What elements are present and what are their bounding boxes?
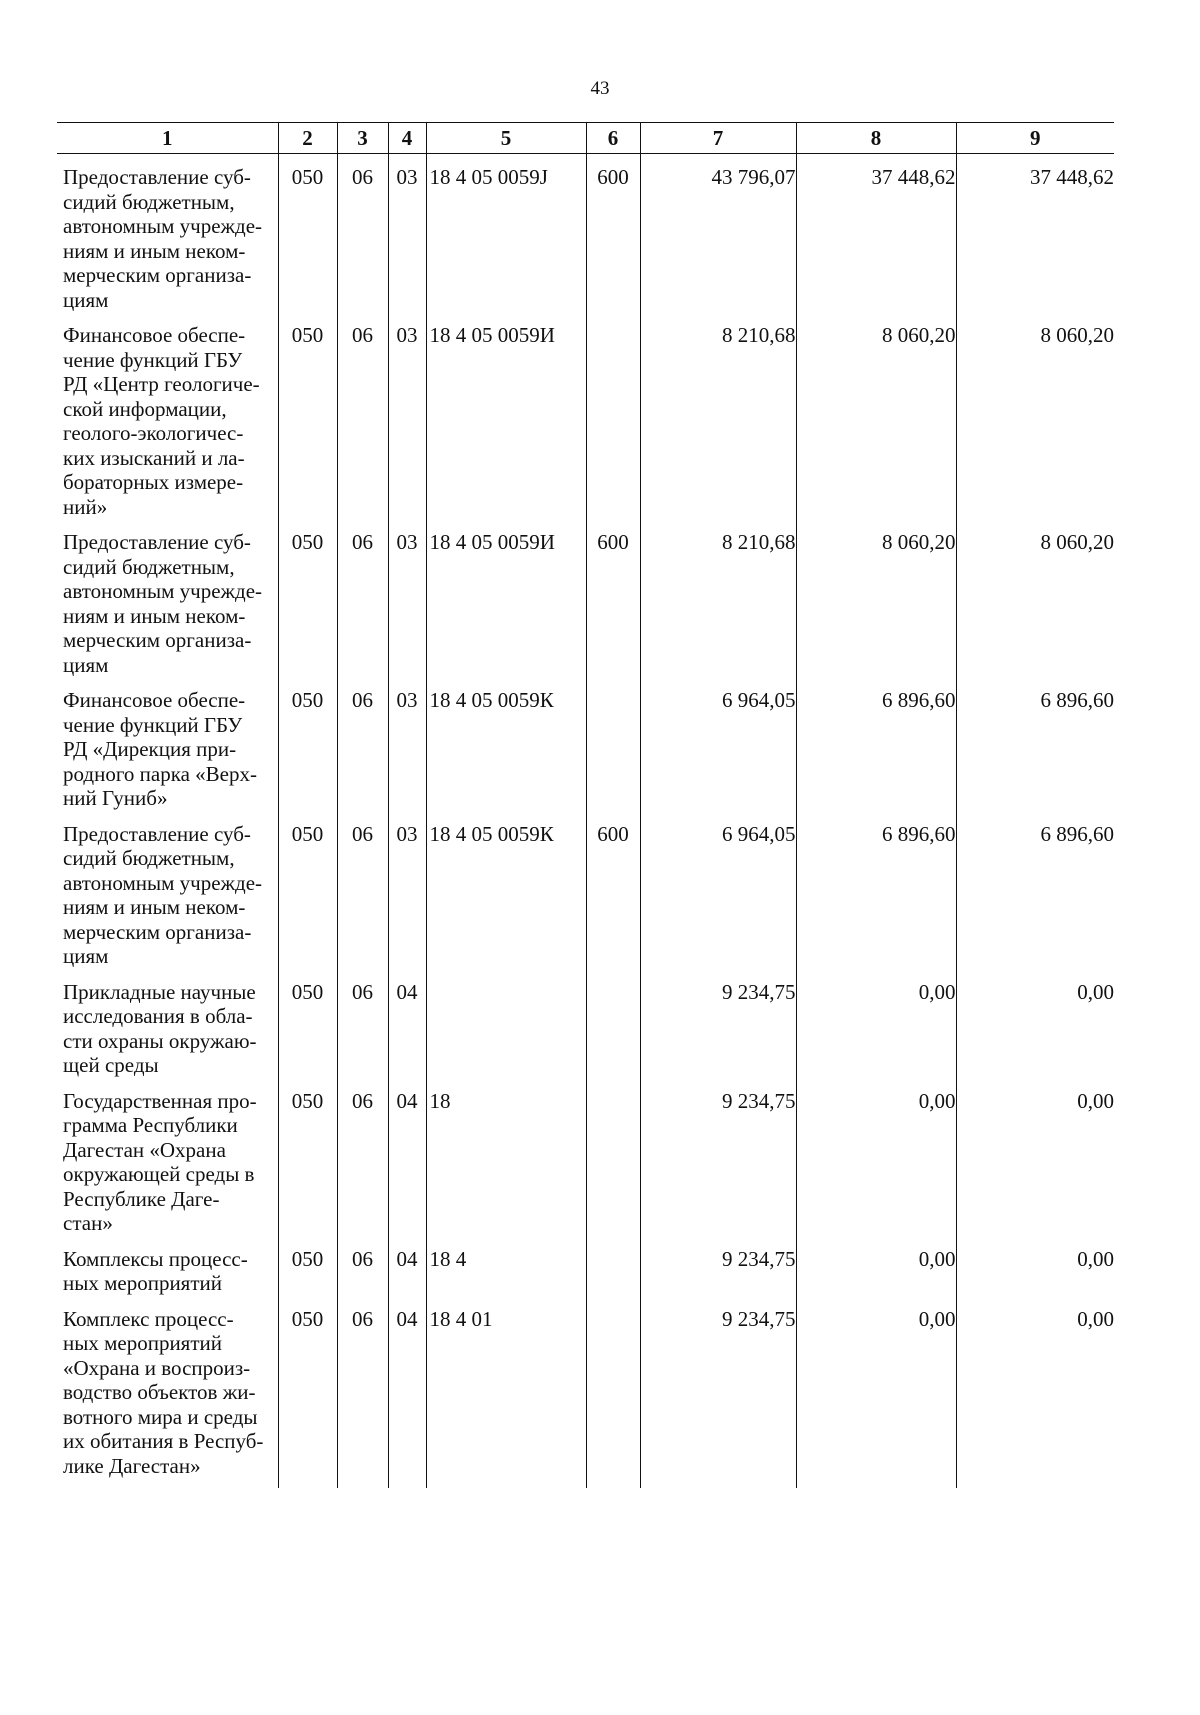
cell-admin-code: 050 (278, 969, 337, 1078)
cell-admin-code: 050 (278, 1296, 337, 1489)
table-row (57, 1296, 1114, 1489)
column-header: 7 (640, 123, 796, 154)
column-header: 9 (956, 123, 1114, 154)
cell-amount-col8: 0,00 (796, 969, 956, 1078)
cell-subsection: 04 (388, 1078, 426, 1236)
item-name-line: ниям и иным неком- (63, 603, 246, 628)
cell-target-article: 18 4 05 0059К (426, 677, 586, 811)
item-name-line: Предоставление суб- (63, 530, 251, 554)
cell-amount-col9: 0,00 (956, 1078, 1114, 1236)
cell-subsection: 03 (388, 312, 426, 519)
cell-admin-code: 050 (278, 312, 337, 519)
item-name-line: стан» (63, 1211, 113, 1235)
column-header: 4 (388, 123, 426, 154)
item-name-line: ных мероприятий (63, 1331, 222, 1355)
cell-target-article: 18 4 01 (426, 1296, 586, 1489)
item-name-line: Финансовое обеспе- (63, 323, 246, 347)
item-name-line: водство объектов жи- (63, 1380, 256, 1404)
item-name-line: мерческим организа- (63, 919, 252, 944)
item-name-line: циям (63, 652, 109, 677)
cell-subsection: 04 (388, 1236, 426, 1296)
cell-section: 06 (337, 1078, 388, 1236)
table-header (57, 123, 1114, 154)
cell-amount-col7: 9 234,75 (640, 1078, 796, 1236)
item-name-line: геолого-экологичес- (63, 421, 244, 445)
item-name-line: щей среды (63, 1053, 159, 1077)
cell-amount-col8: 6 896,60 (796, 811, 956, 969)
cell-expense-type (586, 1078, 640, 1236)
item-name-line: мерческим организа- (63, 628, 252, 652)
item-name-line: ких изысканий и ла- (63, 445, 245, 470)
cell-expense-type: 600 (586, 519, 640, 677)
column-header: 8 (796, 123, 956, 154)
cell-subsection: 03 (388, 677, 426, 811)
cell-amount-col7: 9 234,75 (640, 1296, 796, 1489)
cell-admin-code: 050 (278, 519, 337, 677)
table-body (57, 154, 1114, 1489)
item-name-line: Республике Даге- (63, 1186, 220, 1211)
cell-item-name (57, 1078, 278, 1236)
cell-amount-col9: 6 896,60 (956, 677, 1114, 811)
cell-expense-type: 600 (586, 811, 640, 969)
item-name-line: мерческим организа- (63, 263, 252, 287)
table-row (57, 677, 1114, 811)
item-name-line: Комплексы процесс- (63, 1246, 248, 1271)
item-name-line: сидий бюджетным, (63, 846, 235, 870)
cell-section: 06 (337, 677, 388, 811)
cell-amount-col7: 43 796,07 (640, 154, 796, 313)
cell-admin-code: 050 (278, 677, 337, 811)
cell-admin-code: 050 (278, 811, 337, 969)
cell-item-name (57, 312, 278, 519)
cell-subsection: 04 (388, 1296, 426, 1489)
item-name-line: сидий бюджетным, (63, 189, 235, 214)
item-name-line: РД «Центр геологиче- (63, 372, 260, 396)
item-name-line: чение функций ГБУ (63, 347, 243, 372)
cell-subsection: 03 (388, 154, 426, 313)
column-header: 5 (426, 123, 586, 154)
column-header: 1 (57, 123, 278, 154)
cell-subsection: 03 (388, 811, 426, 969)
item-name-line: ниям и иным неком- (63, 238, 246, 263)
budget-table (57, 122, 1114, 1488)
item-name-line: автономным учрежде- (63, 870, 263, 895)
item-name-line: ных мероприятий (63, 1271, 222, 1295)
item-name-line: сти охраны окружаю- (63, 1028, 257, 1053)
item-name-line: автономным учрежде- (63, 214, 263, 238)
cell-amount-col8: 0,00 (796, 1296, 956, 1489)
cell-expense-type (586, 677, 640, 811)
table-row (57, 312, 1114, 519)
item-name-line: циям (63, 287, 109, 312)
item-name-line: ний» (63, 494, 108, 519)
item-name-line: автономным учрежде- (63, 579, 263, 603)
item-name-line: Государственная про- (63, 1088, 257, 1113)
item-name-line: Предоставление суб- (63, 165, 251, 189)
cell-section: 06 (337, 1236, 388, 1296)
item-name-line: «Охрана и воспроиз- (63, 1355, 251, 1380)
cell-amount-col8: 8 060,20 (796, 312, 956, 519)
item-name-line: РД «Дирекция при- (63, 737, 237, 761)
table-row (57, 519, 1114, 677)
table-row (57, 1078, 1114, 1236)
item-name-line: ний Гуниб» (63, 786, 168, 810)
cell-amount-col8: 0,00 (796, 1236, 956, 1296)
cell-item-name (57, 677, 278, 811)
cell-admin-code: 050 (278, 154, 337, 313)
column-header: 6 (586, 123, 640, 154)
header-row (57, 123, 1114, 154)
cell-amount-col7: 9 234,75 (640, 969, 796, 1078)
cell-expense-type (586, 1236, 640, 1296)
cell-item-name (57, 1296, 278, 1489)
item-name-line: ской информации, (63, 396, 227, 421)
item-name-line: лике Дагестан» (63, 1453, 201, 1478)
column-header: 2 (278, 123, 337, 154)
cell-amount-col7: 6 964,05 (640, 811, 796, 969)
cell-amount-col9: 37 448,62 (956, 154, 1114, 313)
cell-amount-col7: 8 210,68 (640, 519, 796, 677)
cell-expense-type (586, 969, 640, 1078)
item-name-line: Предоставление суб- (63, 821, 251, 846)
cell-section: 06 (337, 1296, 388, 1489)
cell-target-article: 18 4 (426, 1236, 586, 1296)
cell-section: 06 (337, 969, 388, 1078)
item-name-line: Комплекс процесс- (63, 1306, 234, 1331)
cell-item-name (57, 154, 278, 313)
cell-target-article: 18 4 05 0059И (426, 312, 586, 519)
item-name-line: сидий бюджетным, (63, 554, 235, 579)
cell-amount-col7: 6 964,05 (640, 677, 796, 811)
item-name-line: Финансовое обеспе- (63, 688, 246, 712)
cell-target-article (426, 969, 586, 1078)
cell-subsection: 04 (388, 969, 426, 1078)
item-name-line: бораторных измере- (63, 470, 244, 494)
cell-target-article: 18 (426, 1078, 586, 1236)
item-name-line: грамма Республики (63, 1113, 238, 1137)
cell-amount-col9: 0,00 (956, 1236, 1114, 1296)
table-row (57, 1236, 1114, 1296)
cell-target-article: 18 4 05 0059J (426, 154, 586, 313)
item-name-line: родного парка «Верх- (63, 761, 257, 786)
table-row (57, 811, 1114, 969)
item-name-line: Дагестан «Охрана (63, 1137, 226, 1162)
item-name-line: их обитания в Респуб- (63, 1429, 264, 1453)
cell-admin-code: 050 (278, 1236, 337, 1296)
cell-subsection: 03 (388, 519, 426, 677)
item-name-line: вотного мира и среды (63, 1404, 258, 1429)
page-number: 43 (590, 78, 610, 99)
table-row (57, 154, 1114, 313)
cell-amount-col7: 9 234,75 (640, 1236, 796, 1296)
cell-amount-col8: 8 060,20 (796, 519, 956, 677)
cell-section: 06 (337, 519, 388, 677)
cell-admin-code: 050 (278, 1078, 337, 1236)
cell-section: 06 (337, 811, 388, 969)
cell-amount-col9: 8 060,20 (956, 519, 1114, 677)
cell-amount-col9: 0,00 (956, 969, 1114, 1078)
item-name-line: исследования в обла- (63, 1004, 253, 1028)
item-name-line: Прикладные научные (63, 979, 256, 1004)
cell-amount-col8: 37 448,62 (796, 154, 956, 313)
cell-item-name (57, 1236, 278, 1296)
item-name-line: окружающей среды в (63, 1162, 255, 1186)
item-name-line: циям (63, 944, 109, 968)
cell-section: 06 (337, 154, 388, 313)
cell-amount-col8: 0,00 (796, 1078, 956, 1236)
cell-amount-col7: 8 210,68 (640, 312, 796, 519)
cell-section: 06 (337, 312, 388, 519)
cell-expense-type: 600 (586, 154, 640, 313)
table-row (57, 969, 1114, 1078)
cell-item-name (57, 519, 278, 677)
cell-item-name (57, 969, 278, 1078)
cell-amount-col9: 6 896,60 (956, 811, 1114, 969)
cell-expense-type (586, 1296, 640, 1489)
item-name-line: ниям и иным неком- (63, 895, 246, 919)
cell-amount-col9: 0,00 (956, 1296, 1114, 1489)
cell-target-article: 18 4 05 0059К (426, 811, 586, 969)
column-header: 3 (337, 123, 388, 154)
cell-amount-col9: 8 060,20 (956, 312, 1114, 519)
cell-target-article: 18 4 05 0059И (426, 519, 586, 677)
cell-expense-type (586, 312, 640, 519)
cell-item-name (57, 811, 278, 969)
item-name-line: чение функций ГБУ (63, 712, 243, 737)
cell-amount-col8: 6 896,60 (796, 677, 956, 811)
